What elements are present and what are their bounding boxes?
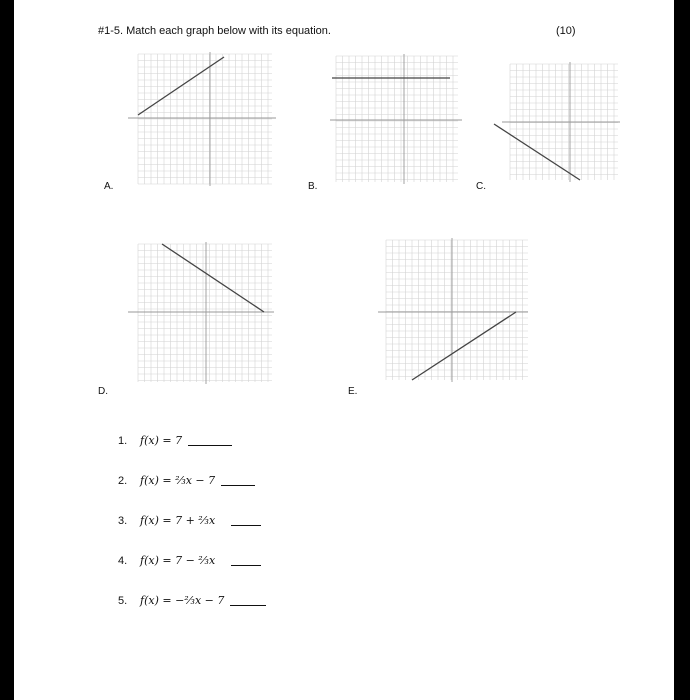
question-number: 2. (118, 474, 128, 487)
answer-blank[interactable] (221, 484, 255, 486)
question-4 (118, 554, 261, 567)
question-3 (118, 514, 261, 527)
graph-c (490, 60, 620, 184)
page-title: #1-5. Match each graph below with its equation. (98, 25, 331, 37)
graph-c-line (494, 124, 580, 180)
graph-e-label: E. (348, 386, 358, 397)
graph-a-label: A. (104, 181, 114, 192)
question-number: 3. (118, 514, 128, 527)
graph-b-label: B. (308, 181, 318, 192)
graph-d-grid (128, 242, 274, 384)
graph-d-svg (118, 236, 274, 386)
graph-d (118, 236, 274, 386)
equation: f(x) = 7 (140, 434, 183, 447)
answer-blank[interactable] (188, 444, 232, 446)
question-number: 5. (118, 594, 128, 607)
equation: f(x) = ⅔x − 7 (140, 474, 216, 487)
answer-blank[interactable] (230, 604, 266, 606)
graph-b-svg (326, 52, 466, 186)
question-2 (118, 474, 255, 487)
graph-a (126, 50, 276, 190)
graph-b (326, 52, 466, 186)
points-label: (10) (556, 25, 576, 37)
graph-e-grid (378, 238, 528, 382)
answer-blank[interactable] (231, 524, 261, 526)
graph-c-label: C. (476, 181, 486, 192)
answer-blank[interactable] (231, 564, 261, 566)
question-1 (118, 434, 232, 447)
graph-c-svg (490, 60, 620, 184)
graph-e-svg (348, 232, 528, 384)
graph-b-grid (330, 54, 462, 184)
question-number: 1. (118, 434, 128, 447)
graph-e (348, 232, 528, 384)
equation: f(x) = 7 + ⅔x (140, 514, 216, 527)
question-number: 4. (118, 554, 128, 567)
equation: f(x) = 7 − ⅔x (140, 554, 216, 567)
equation: f(x) = −⅔x − 7 (140, 594, 225, 607)
graph-a-svg (126, 50, 276, 190)
graph-d-label: D. (98, 386, 108, 397)
worksheet-page (14, 0, 674, 700)
question-5 (118, 594, 266, 607)
graph-c-grid (502, 62, 620, 182)
